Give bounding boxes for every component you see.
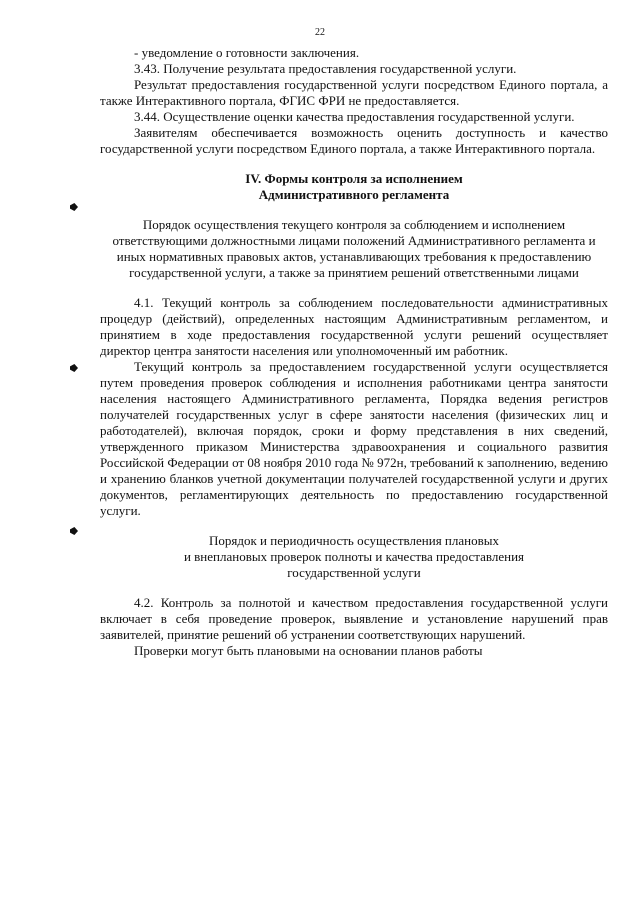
paragraph: Заявителям обеспечивается возможность оценить доступность и качество государственной услуги посредством Единого портала, а также Интерактивного портала.: [100, 125, 608, 156]
page-number: 22: [315, 27, 325, 38]
paragraph: - уведомление о готовности заключения.: [134, 45, 360, 60]
paragraph: 3.43. Получение результата предоставления государственной услуги.: [134, 61, 517, 76]
section-title-line: IV. Формы контроля за исполнением: [245, 171, 463, 186]
paragraph: 4.2. Контроль за полнотой и качеством предоставления государственной услуги включает в себя проведение проверок, выявление и установление нарушений прав заявителей, принятие решений об устранении соответствующих нарушений.: [100, 595, 608, 642]
subsection-title-line: Порядок и периодичность осуществления плановых: [209, 533, 499, 548]
subsection-title: Порядок осуществления текущего контроля за соблюдением и исполнением ответствующими должностными лицами положений Административного регламента и иных нормативных правовых актов, устанавливающих требования к предоставлению государственной услуги, а также за принятием решений ответственными лицами: [112, 217, 596, 280]
margin-mark-icon: [70, 203, 78, 211]
paragraph: 3.44. Осуществление оценки качества предоставления государственной услуги.: [134, 109, 575, 124]
subsection-title-line: государственной услуги: [287, 565, 421, 580]
margin-mark-icon: [70, 527, 78, 535]
subsection-title: [100, 533, 608, 581]
subsection-title-line: и внеплановых проверок полноты и качества предоставления: [183, 549, 525, 564]
section-title-line: Административного регламента: [258, 187, 450, 202]
margin-mark-icon: [70, 364, 78, 372]
paragraph: Результат предоставления государственной услуги посредством Единого портала, а также Интерактивного портала, ФГИС ФРИ не предоставляется.: [100, 77, 608, 108]
paragraph: 4.1. Текущий контроль за соблюдением последовательности административных процедур (действий), определенных настоящим Административным регламентом, и принятием в ходе предоставления государственной услуги решений осуществляет директор центра занятости населения или уполномоченный им работник.: [100, 295, 608, 358]
document-body: [100, 45, 608, 659]
paragraph: Текущий контроль за предоставлением государственной услуги осуществляется путем проведения проверок соблюдения и исполнения работниками центра занятости населения настоящего Административного регламента, Порядка ведения регистров получателей государственных услуг в сфере занятости населения (физических лиц и работодателей), включая порядок, сроки и форму представления в них сведений, утвержденного приказом Министерства здравоохранения и социального развития Российской Федерации от 08 ноября 2010 года № 972н, требований к заполнению, ведению и хранению бланков учетной документации получателей государственной услуги и других документов, регламентирующих деятельность по предоставлению государственной услуги.: [100, 359, 608, 518]
paragraph: Проверки могут быть плановыми на основании планов работы: [134, 643, 483, 658]
section-title: [100, 171, 608, 203]
